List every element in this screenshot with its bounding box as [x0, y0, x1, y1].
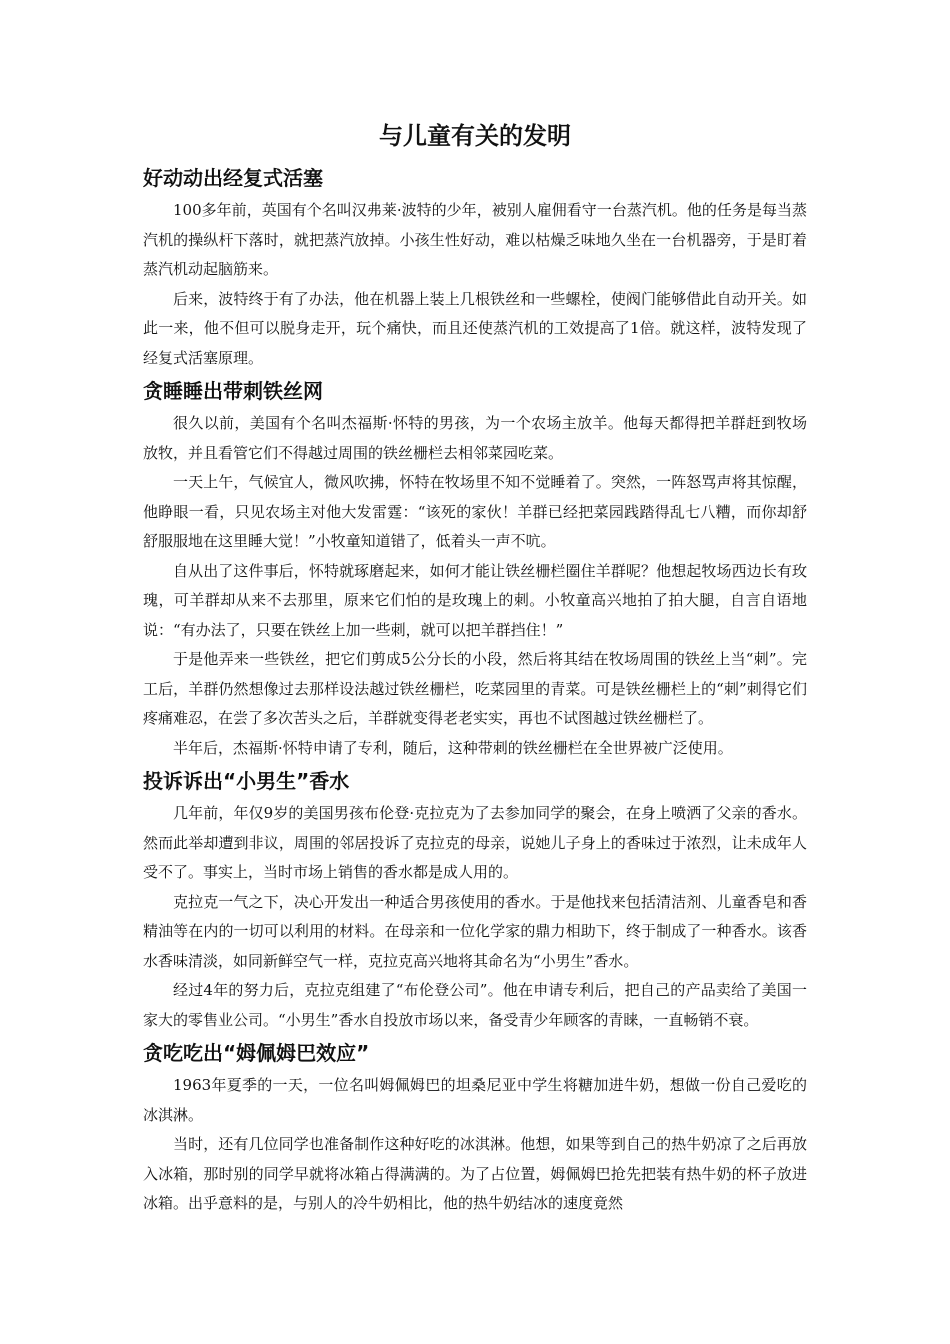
section-heading: 投诉诉出“小男生”香水	[143, 769, 350, 793]
paragraph: 经过4年的努力后，克拉克组建了“布伦登公司”。他在申请专利后，把自己的产品卖给了美国一家大的零售业公司。“小男生”香水自投放市场以来，备受青少年顾客的青睐，一直畅销不衰。	[143, 981, 807, 1029]
paragraph: 100多年前，英国有个名叫汉弗莱·波特的少年，被别人雇佣看守一台蒸汽机。他的任务是每当蒸汽机的操纵杆下落时，就把蒸汽放掉。小孩生性好动，难以枯燥乏味地久坐在一台机器旁，于是盯着蒸汽机动起脑筋来。	[143, 201, 807, 278]
document-title: 与儿童有关的发明	[379, 122, 571, 150]
section-2	[143, 373, 807, 763]
section-4	[143, 1035, 807, 1219]
paragraph: 半年后，杰福斯·怀特申请了专利，随后，这种带刺的铁丝栅栏在全世界被广泛使用。	[173, 738, 733, 757]
section-3	[143, 763, 807, 1035]
paragraph: 克拉克一气之下，决心开发出一种适合男孩使用的香水。于是他找来包括清洁剂、儿童香皂和香精油等在内的一切可以利用的材料。在母亲和一位化学家的鼎力相助下，终于制成了一种香水。该香水香味清淡，如同新鲜空气一样，克拉克高兴地将其命名为“小男生”香水。	[143, 892, 807, 970]
paragraph: 后来，波特终于有了办法，他在机器上装上几根铁丝和一些螺栓，使阀门能够借此自动开关。如此一来，他不但可以脱身走开，玩个痛快，而且还使蒸汽机的工效提高了1倍。就这样，波特发现了经复式活塞原理。	[143, 289, 807, 367]
paragraph: 几年前，年仅9岁的美国男孩布伦登·克拉克为了去参加同学的聚会，在身上喷洒了父亲的香水。然而此举却遭到非议，周围的邻居投诉了克拉克的母亲，说她儿子身上的香味过于浓烈，让未成年人受不了。事实上，当时市场上销售的香水都是成人用的。	[143, 804, 807, 881]
paragraph: 1963年夏季的一天，一位名叫姆佩姆巴的坦桑尼亚中学生将糖加进牛奶，想做一份自己爱吃的冰淇淋。	[143, 1076, 807, 1124]
section-heading: 贪吃吃出“姆佩姆巴效应”	[143, 1041, 370, 1065]
section-heading: 贪睡睡出带刺铁丝网	[143, 379, 323, 403]
paragraph: 于是他弄来一些铁丝，把它们剪成5公分长的小段，然后将其结在牧场周围的铁丝上当“刺”。完工后，羊群仍然想像过去那样设法越过铁丝栅栏，吃菜园里的青菜。可是铁丝栅栏上的“刺”刺得它们疼痛难忍，在尝了多次苦头之后，羊群就变得老老实实，再也不试图越过铁丝栅栏了。	[143, 650, 807, 727]
paragraph: 自从出了这件事后，怀特就琢磨起来，如何才能让铁丝栅栏圈住羊群呢？他想起牧场西边长有玫瑰，可羊群却从来不去那里，原来它们怕的是玫瑰上的刺。小牧童高兴地拍了拍大腿，自言自语地说：“有办法了，只要在铁丝上加一些刺，就可以把羊群挡住！”	[143, 561, 807, 639]
document-body	[143, 118, 807, 1219]
paragraph: 很久以前，美国有个名叫杰福斯·怀特的男孩，为一个农场主放羊。他每天都得把羊群赶到牧场放牧，并且看管它们不得越过周围的铁丝栅栏去相邻菜园吃菜。	[143, 414, 807, 462]
paragraph: 一天上午，气候宜人，微风吹拂，怀特在牧场里不知不觉睡着了。突然，一阵怒骂声将其惊醒，他睁眼一看，只见农场主对他大发雷霆：“该死的家伙！羊群已经把菜园践踏得乱七八糟，而你却舒舒服服地在这里睡大觉！”小牧童知道错了，低着头一声不吭。	[143, 473, 807, 550]
paragraph: 当时，还有几位同学也准备制作这种好吃的冰淇淋。他想，如果等到自己的热牛奶凉了之后再放入冰箱，那时别的同学早就将冰箱占得满满的。为了占位置，姆佩姆巴抢先把装有热牛奶的杯子放进冰箱。出乎意料的是，与别人的冷牛奶相比，他的热牛奶结冰的速度竟然	[143, 1135, 807, 1212]
section-heading: 好动动出经复式活塞	[143, 166, 323, 190]
section-1	[143, 160, 807, 373]
